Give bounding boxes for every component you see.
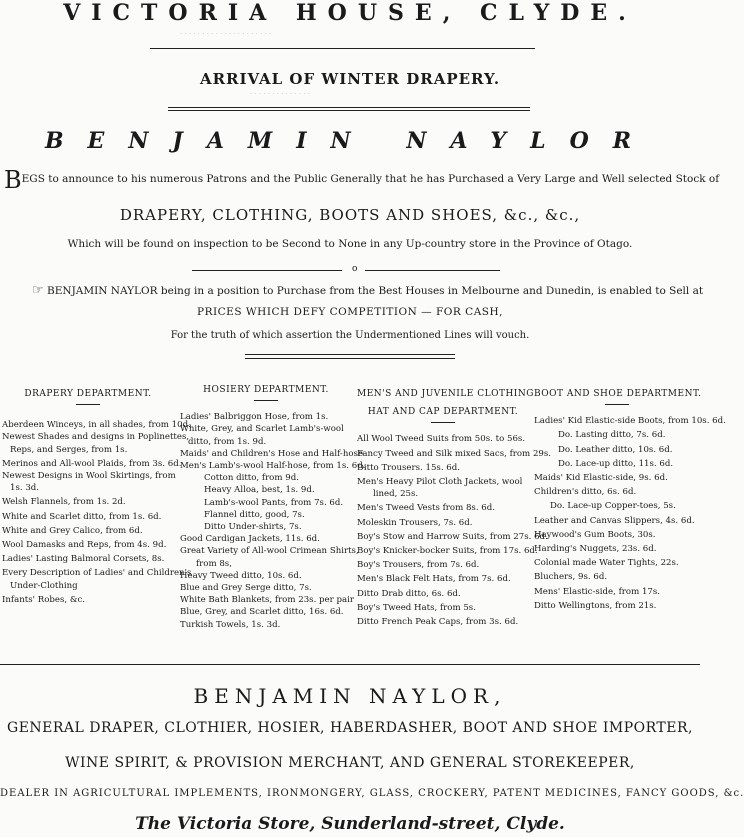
- drapery-heading: DRAPERY DEPARTMENT.: [24, 389, 152, 399]
- list-item: Moleskin Trousers, 7s. 6d.: [357, 517, 473, 528]
- list-item: Ladies' Balbriggon Hose, from 1s.: [180, 412, 329, 423]
- heading-dash: [605, 404, 629, 405]
- list-item: Ditto French Peak Caps, from 3s. 6d.: [357, 617, 519, 628]
- heading-dash: [76, 404, 100, 405]
- list-item: Turkish Towels, 1s. 3d.: [180, 619, 281, 630]
- list-item: Boy's Trousers, from 7s. 6d.: [357, 560, 480, 571]
- list-item: Cotton ditto, from 9d.: [204, 473, 299, 484]
- list-item: Ditto Drab ditto, 6s. 6d.: [357, 588, 461, 599]
- ornament-glyph: o: [352, 264, 358, 274]
- list-item: Mens' Elastic-side, from 17s.: [534, 586, 661, 597]
- footer-trades: GENERAL DRAPER, CLOTHIER, HOSIER, HABERDASHER, BOOT AND SHOE IMPORTER,: [7, 720, 693, 736]
- list-item: Under-Clothing: [10, 580, 78, 591]
- mens-heading-line1: MEN'S AND JUVENILE CLOTHING: [357, 389, 534, 399]
- list-item: Harding's Nuggets, 23s. 6d.: [534, 544, 657, 555]
- heading-dash: [254, 400, 278, 401]
- masthead-title: VICTORIA HOUSE, CLYDE.: [63, 0, 637, 26]
- list-item: Heavy Alloa, best, 1s. 9d.: [204, 485, 315, 496]
- list-item: Reps, and Serges, from 1s.: [10, 444, 128, 455]
- bleed-through-texture: · · · · · · · · · · · · · ·: [250, 90, 311, 98]
- mens-department: [357, 388, 552, 628]
- drapery-department: [2, 388, 192, 606]
- list-item: Ditto Wellingtons, from 21s.: [534, 600, 657, 611]
- footer-dealer: DEALER IN AGRICULTURAL IMPLEMENTS, IRONMONGERY, GLASS, CROCKERY, PATENT MEDICINES, FANCY GOODS, &c.: [0, 788, 744, 799]
- list-item: Colonial made Water Tights, 22s.: [534, 558, 679, 569]
- position-notice: [32, 283, 703, 298]
- list-item: Children's ditto, 6s. 6d.: [534, 487, 637, 498]
- found-line: Which will be found on inspection to be Second to None in any Up-country store in the Province of Otago.: [67, 238, 633, 250]
- footer-name: BENJAMIN NAYLOR,: [193, 684, 507, 708]
- subtitle-rule: [168, 107, 530, 108]
- list-item: All Wool Tweed Suits from 50s. to 56s.: [357, 434, 526, 445]
- list-item: Do. Lasting ditto, 7s. 6d.: [558, 430, 666, 441]
- list-item: lined, 25s.: [373, 489, 419, 500]
- list-item: Men's Heavy Pilot Cloth Jackets, wool: [357, 477, 523, 488]
- list-item: Boy's Stow and Harrow Suits, from 27s. 6d.: [357, 531, 548, 542]
- list-item: Merinos and All-wool Plaids, from 3s. 6d.: [2, 458, 182, 469]
- list-item: ditto, from 1s. 9d.: [188, 436, 267, 447]
- list-item: Maids' Kid Elastic-side, 9s. 6d.: [534, 473, 668, 484]
- list-item: Welsh Flannels, from 1s. 2d.: [2, 497, 126, 508]
- list-item: Leather and Canvas Slippers, 4s. 6d.: [534, 515, 695, 526]
- footer-divider: [0, 664, 700, 665]
- list-item: Every Description of Ladies' and Children's: [2, 568, 192, 579]
- footer-store: The Victoria Store, Sunderland-street, Clyde.: [135, 814, 565, 834]
- ornament-rule-right: [365, 270, 500, 271]
- list-item: Boy's Knicker-bocker Suits, from 17s. 6d.: [357, 546, 538, 557]
- heading-dash: [431, 422, 455, 423]
- list-item: Do. Leather ditto, 10s. 6d.: [558, 444, 673, 455]
- list-item: Fancy Tweed and Silk mixed Sacs, from 29s.: [357, 448, 552, 459]
- list-item: Ladies' Lasting Balmoral Corsets, 8s.: [2, 554, 165, 565]
- footer-merchant: WINE SPIRIT, & PROVISION MERCHANT, AND GENERAL STOREKEEPER,: [65, 755, 635, 771]
- list-item: Maids' and Children's Hose and Half-hose: [180, 448, 364, 459]
- list-item: Men's Tweed Vests from 8s. 6d.: [357, 503, 496, 514]
- list-item: White and Scarlet ditto, from 1s. 6d.: [2, 511, 162, 522]
- position-text: BENJAMIN NAYLOR being in a position to Purchase from the Best Houses in Melbourne and Dunedin, is enabled to Sell at: [47, 285, 704, 297]
- list-item: White Bath Blankets, from 23s. per pair: [180, 595, 354, 606]
- list-item: Blue, Grey, and Scarlet ditto, 16s. 6d.: [180, 607, 344, 618]
- list-item: from 8s,: [196, 558, 232, 569]
- hosiery-department: [180, 384, 366, 631]
- hosiery-heading: HOSIERY DEPARTMENT.: [203, 385, 329, 395]
- list-item: Lamb's-wool Pants, from 7s. 6d.: [204, 497, 344, 508]
- masthead-rule: [150, 48, 535, 49]
- boots-heading: BOOT AND SHOE DEPARTMENT.: [534, 389, 702, 399]
- list-item: Great Variety of All-wool Crimean Shirts,: [180, 546, 359, 557]
- list-item: Wool Damasks and Reps, from 4s. 9d.: [2, 540, 167, 551]
- list-item: Aberdeen Winceys, in all shades, from 10d.: [2, 420, 191, 431]
- list-item: Do. Lace-up ditto, 11s. 6d.: [558, 458, 674, 469]
- list-item: Boy's Tweed Hats, from 5s.: [357, 602, 476, 613]
- list-item: Ladies' Kid Elastic-side Boots, from 10s. 6d.: [534, 416, 726, 427]
- section-rule-2: [245, 358, 455, 359]
- masthead-subtitle: ARRIVAL OF WINTER DRAPERY.: [199, 70, 501, 88]
- intro-text: EGS to announce to his numerous Patrons and the Public Generally that he has Purchased a Very Large and Well selected Stock of: [21, 173, 720, 185]
- stock-line: DRAPERY, CLOTHING, BOOTS AND SHOES, &c., &c.,: [119, 206, 581, 224]
- list-item: Heavy Tweed ditto, 10s. 6d.: [180, 570, 302, 581]
- prices-line: PRICES WHICH DEFY COMPETITION — FOR CASH,: [197, 306, 503, 318]
- list-item: Blue and Grey Serge ditto, 7s.: [180, 583, 312, 594]
- list-item: White, Grey, and Scarlet Lamb's-wool: [180, 424, 344, 435]
- list-item: Men's Lamb's-wool Half-hose, from 1s. 6d.: [180, 461, 366, 472]
- list-item: Haywood's Gum Boots, 30s.: [534, 529, 656, 540]
- list-item: Men's Black Felt Hats, from 7s. 6d.: [357, 574, 511, 585]
- list-item: White and Grey Calico, from 6d.: [2, 525, 143, 536]
- section-rule: [245, 354, 455, 355]
- list-item: Do. Lace-up Copper-toes, 5s.: [550, 501, 676, 512]
- list-item: Newest Designs in Wool Skirtings, from: [2, 471, 176, 482]
- subtitle-rule-2: [168, 110, 530, 111]
- ornament-rule-left: [192, 270, 342, 271]
- list-item: Infants' Robes, &c.: [2, 594, 86, 605]
- list-item: Flannel ditto, good, 7s.: [204, 509, 305, 520]
- list-item: Newest Shades and designs in Poplinettes,: [2, 432, 190, 443]
- bleed-through-texture: · · · · · · · · · · · · · · · · · · · · ·: [180, 30, 272, 38]
- list-item: Bluchers, 9s. 6d.: [534, 572, 608, 583]
- list-item: Good Cardigan Jackets, 11s. 6d.: [180, 534, 320, 545]
- truth-line: For the truth of which assertion the Undermentioned Lines will vouch.: [170, 330, 530, 341]
- list-item: 1s. 3d.: [10, 483, 40, 494]
- list-item: Ditto Under-shirts, 7s.: [204, 522, 302, 533]
- list-item: Ditto Trousers. 15s. 6d.: [357, 462, 460, 473]
- intro-paragraph: [4, 166, 720, 194]
- boot-and-shoe-department: [534, 388, 726, 612]
- drop-cap: B: [4, 166, 22, 194]
- mens-heading-line2: HAT AND CAP DEPARTMENT.: [367, 407, 519, 418]
- proprietor-name: BENJAMIN NAYLOR: [44, 128, 656, 154]
- pointing-hand-icon: ☞: [32, 283, 44, 298]
